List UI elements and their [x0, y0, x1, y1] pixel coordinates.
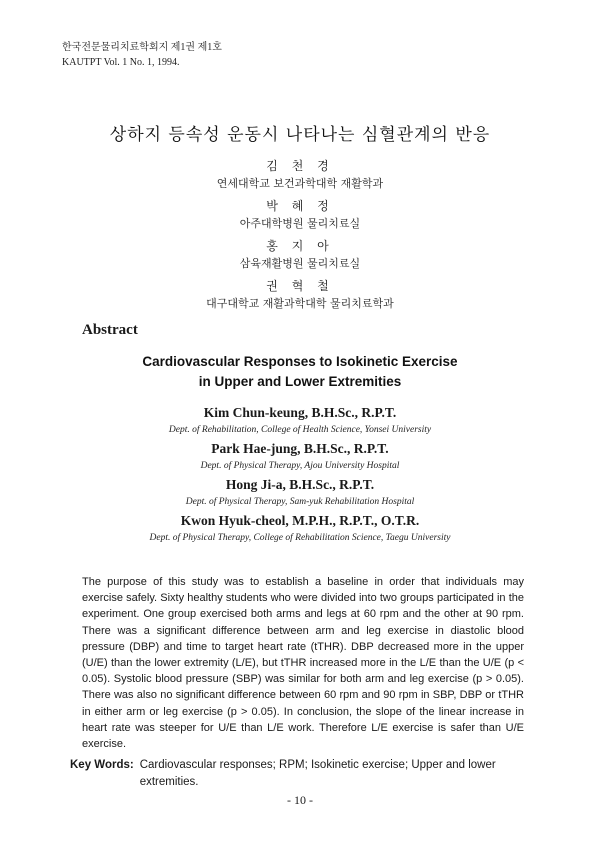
keywords-text: Cardiovascular responses; RPM; Isokinetic exercise; Upper and lower extremities.: [139, 759, 496, 788]
journal-name-korean: 한국전문물리치료학회지 제1권 제1호: [62, 42, 222, 53]
korean-author-name: 김 천 경: [266, 159, 334, 173]
keywords-section: [70, 757, 540, 791]
journal-header: [62, 40, 222, 70]
english-author-name: Park Hae-jung, B.H.Sc., R.P.T.: [211, 441, 389, 456]
korean-author-affiliation: 아주대학병원 물리치료실: [239, 217, 361, 230]
korean-author-affiliation: 삼육재활병원 물리치료실: [239, 257, 361, 270]
korean-author-name: 권 혁 철: [266, 279, 334, 293]
english-author-affiliation: Dept. of Physical Therapy, College of Rehabilitation Science, Taegu University: [149, 533, 451, 543]
english-author-affiliation: Dept. of Physical Therapy, Sam-yuk Rehabilitation Hospital: [185, 497, 415, 507]
korean-author-name: 홍 지 아: [266, 239, 334, 253]
english-title: [0, 352, 600, 392]
korean-title: 상하지 등속성 운동시 나타나는 심혈관계의 반응: [109, 125, 491, 145]
journal-citation: KAUTPT Vol. 1 No. 1, 1994.: [62, 57, 180, 68]
korean-author-affiliation: 대구대학교 재활과학대학 물리치료학과: [206, 297, 394, 310]
keywords-label: Key Words:: [70, 759, 134, 771]
korean-author-affiliation: 연세대학교 보건과학대학 재활학과: [216, 177, 384, 190]
english-author-list: [0, 402, 600, 546]
english-author-name: Hong Ji-a, B.H.Sc., R.P.T.: [225, 477, 375, 492]
english-title-line: Cardiovascular Responses to Isokinetic Exercise: [142, 354, 458, 369]
english-author-affiliation: Dept. of Rehabilitation, College of Health Science, Yonsei University: [168, 425, 432, 435]
page-number: - 10 -: [287, 793, 313, 807]
english-author-name: Kim Chun-keung, B.H.Sc., R.P.T.: [203, 405, 397, 420]
english-author-name: Kwon Hyuk-cheol, M.P.H., R.P.T., O.T.R.: [180, 513, 420, 528]
korean-author-name: 박 혜 정: [266, 199, 334, 213]
abstract-heading: Abstract: [82, 322, 138, 338]
abstract-body: The purpose of this study was to establish a baseline in order that individuals may exercise safely. Sixty healthy students who were divided into two groups participated in the experiment. One group exercised both arms and legs at 60 rpm and the other at 90 rpm. There was a significant difference between arm and leg exercise in diastolic blood pressure (DBP) and time to target heart rate (tTHR). DBP decreased more in the upper (U/E) than the lower extremity (L/E), but tTHR increased more in the L/E than the U/E (p < 0.05). Systolic blood pressure (SBP) was similar for both arm and leg exercise (p > 0.05). There was also no significant difference between 60 rpm and 90 rpm in SBP, DBP or tTHR in either arm or leg exercise (p > 0.05). In conclusion, the slope of the linear increase in heart rate was steeper for U/E than L/E work. Therefore L/E exercise is safer than U/E exercise.: [82, 576, 524, 751]
english-author-affiliation: Dept. of Physical Therapy, Ajou University Hospital: [200, 461, 400, 471]
korean-author-list: [0, 157, 600, 317]
english-title-line: in Upper and Lower Extremities: [198, 374, 402, 389]
